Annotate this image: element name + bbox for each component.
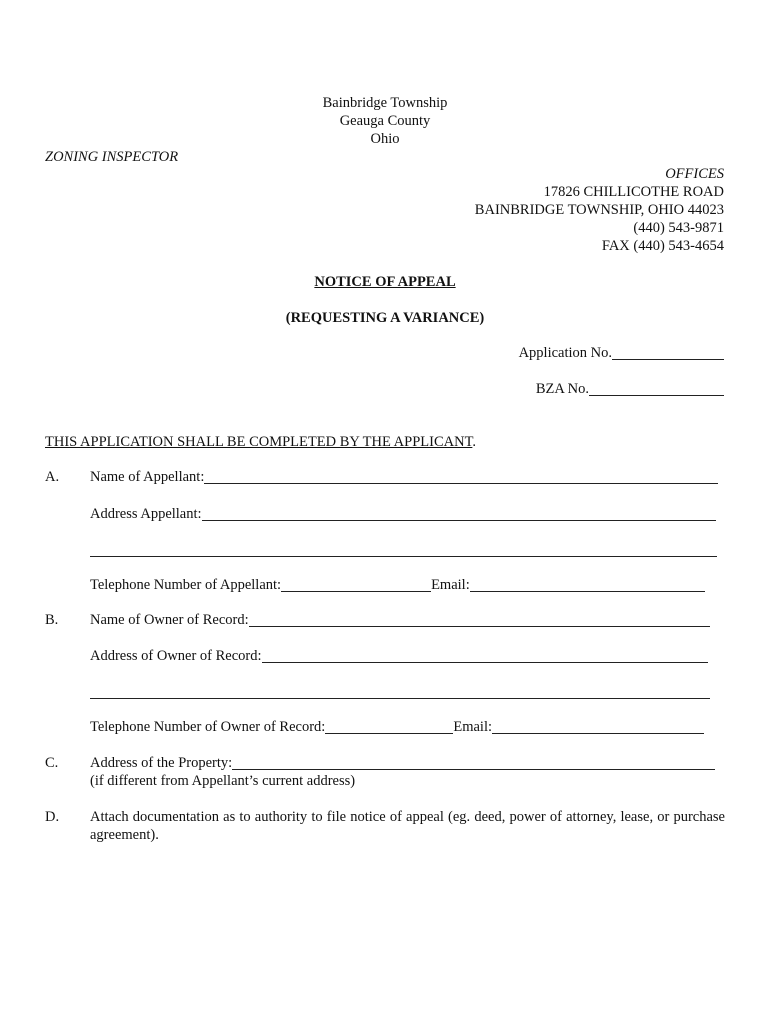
appellant-email-label: Email: <box>431 577 470 593</box>
property-address-field[interactable] <box>232 755 715 770</box>
appellant-telephone-label: Telephone Number of Appellant: <box>90 577 282 593</box>
page-subtitle: (REQUESTING A VARIANCE) <box>285 310 485 326</box>
application-no-row <box>519 344 724 362</box>
owner-telephone-field[interactable] <box>325 719 453 734</box>
owner-contact-row <box>90 718 704 736</box>
bza-no-field[interactable] <box>589 381 724 396</box>
section-d-text: Attach documentation as to authority to file notice of appeal (eg. deed, power of attorney, lease, or purchase agreement). <box>90 809 725 843</box>
zoning-inspector-title: ZONING INSPECTOR <box>45 149 179 165</box>
org-name: Bainbridge Township <box>322 95 448 111</box>
owner-address-line-2[interactable] <box>90 698 710 699</box>
office-phone: (440) 543-9871 <box>633 220 724 236</box>
county-name: Geauga County <box>339 113 431 129</box>
instruction-text: THIS APPLICATION SHALL BE COMPLETED BY THE APPLICANT <box>45 434 473 450</box>
appellant-email-field[interactable] <box>470 577 705 592</box>
owner-email-label: Email: <box>453 719 493 735</box>
appellant-address-line-2[interactable] <box>90 556 717 557</box>
owner-address-field[interactable] <box>262 648 708 663</box>
owner-telephone-label: Telephone Number of Owner of Record: <box>90 719 326 735</box>
page-title: NOTICE OF APPEAL <box>314 274 456 290</box>
office-fax: FAX (440) 543-4654 <box>601 238 724 254</box>
owner-name-field[interactable] <box>249 612 710 627</box>
instruction-line <box>45 433 476 451</box>
appellant-name-field[interactable] <box>204 469 718 484</box>
application-no-label: Application No. <box>518 345 612 361</box>
bza-no-label: BZA No. <box>535 381 589 397</box>
appellant-address-row <box>90 505 716 523</box>
owner-name-row <box>90 611 710 629</box>
section-b-letter: B. <box>45 612 59 628</box>
property-address-note: (if different from Appellant’s current address) <box>90 773 356 789</box>
section-c-letter: C. <box>45 755 59 771</box>
section-d-letter: D. <box>45 809 60 825</box>
application-no-field[interactable] <box>612 345 724 360</box>
appellant-name-label: Name of Appellant: <box>90 469 205 485</box>
offices-label: OFFICES <box>665 166 724 182</box>
appellant-address-field[interactable] <box>202 506 716 521</box>
office-street: 17826 CHILLICOTHE ROAD <box>543 184 724 200</box>
property-address-row <box>90 754 715 772</box>
section-a-letter: A. <box>45 469 60 485</box>
owner-email-field[interactable] <box>492 719 704 734</box>
property-address-label: Address of the Property: <box>90 755 233 771</box>
owner-address-label: Address of Owner of Record: <box>90 648 262 664</box>
state-name: Ohio <box>370 131 400 147</box>
instruction-period: . <box>472 434 476 450</box>
office-city: BAINBRIDGE TOWNSHIP, OHIO 44023 <box>474 202 724 218</box>
appellant-contact-row <box>90 576 705 594</box>
appellant-name-row <box>90 468 718 486</box>
appellant-telephone-field[interactable] <box>281 577 431 592</box>
owner-address-row <box>90 647 708 665</box>
bza-no-row <box>536 380 724 398</box>
appellant-address-label: Address Appellant: <box>90 506 202 522</box>
owner-name-label: Name of Owner of Record: <box>90 612 249 628</box>
